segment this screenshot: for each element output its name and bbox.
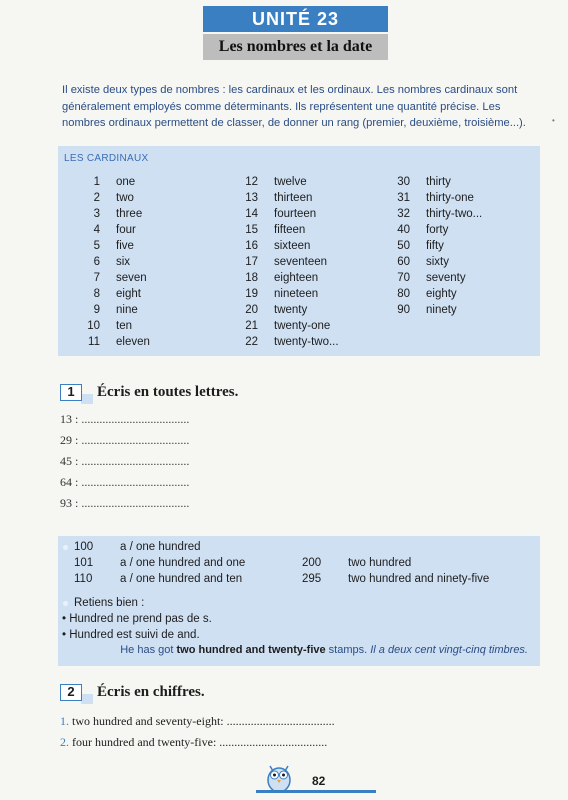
cardinal-number: 12 [245, 176, 258, 188]
cardinal-row [70, 254, 150, 270]
cardinal-number: 10 [87, 320, 100, 332]
page-number-underline [256, 790, 376, 793]
cardinal-row [380, 286, 482, 302]
exercise-2-index: 1. [60, 714, 69, 728]
cardinal-row [228, 206, 339, 222]
cardinal-word: thirty-one [426, 192, 474, 204]
example-sentence [120, 644, 528, 656]
cardinal-word: twenty-one [274, 320, 331, 332]
cardinal-word: seven [116, 272, 147, 284]
cardinal-number: 21 [245, 320, 258, 332]
cardinal-number: 19 [245, 288, 258, 300]
cardinal-row [70, 334, 150, 350]
cardinal-row [380, 238, 482, 254]
hundred-word: a / one hundred and ten [120, 573, 243, 585]
exercise-2-row-1[interactable] [60, 714, 335, 729]
cardinals-column-1 [70, 174, 150, 350]
unit-title: UNITÉ 23 [203, 6, 388, 32]
exercise-1-number: 1 [60, 384, 82, 401]
cardinal-row [228, 318, 339, 334]
cardinals-title: LES CARDINAUX [64, 153, 149, 164]
margin-mark: • [552, 116, 555, 125]
cardinals-box [58, 146, 540, 356]
hundred-word: two hundred and ninety-five [348, 573, 490, 585]
cardinal-number: 5 [93, 240, 100, 252]
cardinal-row [70, 174, 150, 190]
cardinal-word: nine [116, 304, 138, 316]
cardinal-row [228, 238, 339, 254]
exercise-1-fill-line[interactable]: 93 : .................................... [60, 496, 190, 510]
cardinal-word: thirty-two... [426, 208, 483, 220]
cardinal-word: nineteen [274, 288, 319, 300]
cardinal-word: sixty [426, 256, 449, 268]
exercise-1-fill-line[interactable]: 64 : .................................... [60, 475, 190, 489]
cardinal-row [70, 270, 150, 286]
hundred-row [302, 557, 411, 569]
cardinal-number: 2 [93, 192, 100, 204]
cardinal-number: 40 [397, 224, 410, 236]
rule-1: • Hundred ne prend pas de s. [62, 613, 212, 625]
cardinal-number: 17 [245, 256, 258, 268]
hundreds-box [58, 536, 540, 666]
cardinal-word: twenty-two... [274, 336, 339, 348]
cardinal-row [228, 334, 339, 350]
hundred-row [74, 541, 201, 553]
cardinal-number: 50 [397, 240, 410, 252]
cardinals-column-2 [228, 174, 339, 350]
cardinal-row [70, 190, 150, 206]
cardinal-word: twenty [274, 304, 308, 316]
cardinal-word: ninety [426, 304, 457, 316]
cardinal-row [70, 222, 150, 238]
bullet-dot [63, 545, 68, 550]
cardinal-number: 90 [397, 304, 410, 316]
example-post: stamps. [325, 644, 371, 656]
cardinal-row [228, 302, 339, 318]
cardinal-number: 31 [397, 192, 410, 204]
cardinal-row [380, 190, 482, 206]
cardinal-word: eighty [426, 288, 457, 300]
cardinal-number: 4 [93, 224, 100, 236]
cardinal-word: two [116, 192, 134, 204]
cardinal-number: 8 [93, 288, 100, 300]
cardinal-row [228, 190, 339, 206]
hundred-number: 200 [302, 557, 322, 569]
cardinal-word: twelve [274, 176, 307, 188]
cardinal-number: 14 [245, 208, 258, 220]
cardinal-word: fourteen [274, 208, 317, 220]
cardinal-row [380, 302, 482, 318]
cardinal-word: eleven [116, 336, 150, 348]
cardinal-row [70, 318, 150, 334]
exercise-1-header [60, 384, 238, 401]
cardinal-row [380, 270, 482, 286]
hundred-number: 100 [74, 541, 94, 553]
cardinal-row [70, 286, 150, 302]
cardinal-word: fifty [426, 240, 444, 252]
cardinal-word: six [116, 256, 131, 268]
cardinal-row [380, 254, 482, 270]
hundred-number: 295 [302, 573, 322, 585]
page-number: 82 [312, 774, 326, 788]
exercise-2-number: 2 [60, 684, 82, 701]
hundred-word: a / one hundred [120, 541, 201, 553]
exercise-1-title: Écris en toutes lettres. [97, 384, 239, 400]
cardinal-row [70, 206, 150, 222]
intro-paragraph: Il existe deux types de nombres : les cardinaux et les ordinaux. Les nombres cardinaux sont généralement employés comme déterminants. Ils représentent une quantité précise. Les nombres ordinaux permettent de classer, de donner un rang (premier, deuxième, troisième...). [62, 84, 526, 129]
cardinal-row [380, 222, 482, 238]
cardinal-word: three [116, 208, 143, 220]
cardinal-row [380, 206, 482, 222]
cardinal-word: eighteen [274, 272, 319, 284]
cardinal-number: 9 [93, 304, 100, 316]
unit-subtitle: Les nombres et la date [203, 34, 388, 60]
bullet-dot [63, 601, 68, 606]
cardinal-number: 1 [93, 176, 100, 188]
cardinal-word: four [116, 224, 136, 236]
cardinal-row [228, 270, 339, 286]
hundred-word: two hundred [348, 557, 412, 569]
cardinal-number: 11 [88, 336, 100, 348]
cardinal-word: one [116, 176, 136, 188]
cardinal-word: ten [116, 320, 132, 332]
cardinal-number: 6 [93, 256, 100, 268]
cardinal-number: 13 [245, 192, 258, 204]
cardinal-word: fifteen [274, 224, 306, 236]
cardinal-number: 80 [397, 288, 410, 300]
cardinal-number: 3 [93, 208, 100, 220]
cardinal-number: 7 [93, 272, 100, 284]
cardinal-number: 30 [397, 176, 410, 188]
cardinal-row [228, 174, 339, 190]
hundred-number: 110 [74, 573, 93, 585]
cardinal-word: eight [116, 288, 141, 300]
hundred-row [74, 573, 242, 585]
remember-label: Retiens bien : [74, 597, 145, 609]
hundred-row [74, 557, 245, 569]
cardinal-number: 15 [245, 224, 258, 236]
exercise-2-row-2[interactable] [60, 735, 327, 750]
cardinal-number: 70 [397, 272, 410, 284]
cardinal-number: 60 [397, 256, 410, 268]
cardinal-row [228, 222, 339, 238]
cardinal-word: seventeen [274, 256, 328, 268]
example-bold: two hundred and twenty-five [176, 644, 326, 656]
exercise-2-index: 2. [60, 735, 69, 749]
cardinal-word: sixteen [274, 240, 311, 252]
hundred-row [302, 573, 489, 585]
cardinal-word: thirteen [274, 192, 313, 204]
rule-2: • Hundred est suivi de and. [62, 629, 200, 641]
example-translation: Il a deux cent vingt-cinq timbres. [370, 644, 528, 656]
cardinals-column-3 [380, 174, 482, 318]
cardinal-word: seventy [426, 272, 466, 284]
exercise-2-prompt: four hundred and twenty-five: .................................... [69, 735, 328, 749]
cardinal-word: thirty [426, 176, 451, 188]
cardinal-row [70, 238, 150, 254]
cardinal-word: five [116, 240, 134, 252]
cardinal-row [380, 174, 482, 190]
exercise-2-header [60, 684, 205, 701]
cardinal-word: forty [426, 224, 449, 236]
exercise-1-fill-line[interactable]: 45 : .................................... [60, 454, 190, 468]
cardinal-number: 18 [245, 272, 258, 284]
example-pre: He has got [120, 644, 177, 656]
cardinal-number: 22 [245, 336, 258, 348]
cardinal-row [228, 254, 339, 270]
owl-mascot-icon [262, 760, 296, 794]
hundred-number: 101 [74, 557, 94, 569]
cardinal-number: 32 [397, 208, 410, 220]
cardinal-row [70, 302, 150, 318]
hundred-word: a / one hundred and one [120, 557, 246, 569]
cardinal-number: 20 [245, 304, 258, 316]
exercise-1-fill-line[interactable]: 29 : .................................... [60, 433, 190, 447]
exercise-1-fill-line[interactable]: 13 : .................................... [60, 412, 190, 426]
exercise-2-title: Écris en chiffres. [97, 684, 205, 700]
cardinal-row [228, 286, 339, 302]
exercise-2-prompt: two hundred and seventy-eight: .................................... [69, 714, 335, 728]
cardinal-number: 16 [245, 240, 258, 252]
